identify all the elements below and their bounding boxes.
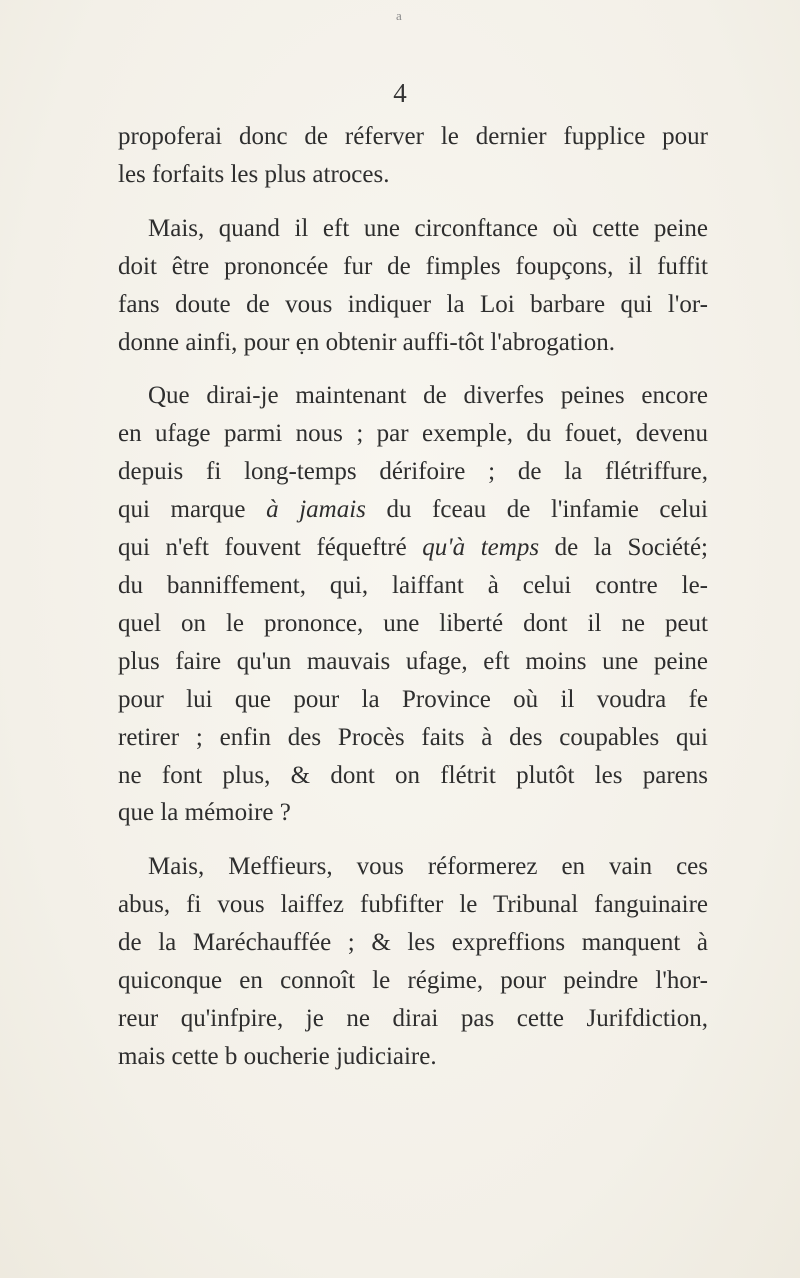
text-line: doit être prononcée fur de fimples foupçons, il fuffit <box>118 252 708 280</box>
text-line: fans doute de vous indiquer la Loi barbare qui l'or- <box>118 290 708 318</box>
text-line: abus, fi vous laiffez fubfifter le Tribunal fanguinaire <box>118 891 708 919</box>
paragraph-1 <box>118 118 708 194</box>
text-line: pour lui que pour la Province où il voudra fe <box>118 685 708 713</box>
text-line: que la mémoire ? <box>118 799 291 827</box>
text-line: reur qu'infpire, je ne dirai pas cette Jurifdiction, <box>118 1004 708 1032</box>
text-line: qui marque à jamais du fceau de l'infamie celui <box>118 496 708 524</box>
italic-phrase: à jamais <box>266 496 366 524</box>
text-line: mais cette b oucherie judiciaire. <box>118 1042 437 1070</box>
page-number: 4 <box>393 78 407 108</box>
paragraph-3 <box>118 377 708 832</box>
body-text <box>118 118 708 1076</box>
text-line: donne ainfi, pour ẹn obtenir auffi-tôt l'abrogation. <box>118 328 615 356</box>
text-line: les forfaits les plus atroces. <box>118 160 390 188</box>
paragraph-4 <box>118 848 708 1075</box>
italic-phrase: qu'à temps <box>422 534 540 562</box>
text-line: depuis fi long-temps dérifoire ; de la flétriffure, <box>118 458 708 486</box>
text-line: propoferai donc de réferver le dernier fupplice pour <box>118 123 708 150</box>
text-line: plus faire qu'un mauvais ufage, eft moins une peine <box>118 647 708 675</box>
text-line: retirer ; enfin des Procès faits à des coupables qui <box>118 723 708 751</box>
text-line: Mais, quand il eft une circonftance où cette peine <box>148 214 708 242</box>
text-line: de la Maréchauffée ; & les expreffions manquent à <box>118 929 708 957</box>
text-line: Mais, Meffieurs, vous réformerez en vain ces <box>148 853 708 881</box>
text-line: du banniffement, qui, laiffant à celui contre le- <box>118 571 708 599</box>
text-line: qui n'eft fouvent féqueftré qu'à temps de la Société; <box>118 534 708 562</box>
text-line: en ufage parmi nous ; par exemple, du fouet, devenu <box>118 420 708 448</box>
paragraph-2 <box>118 210 708 362</box>
text-line: ne font plus, & dont on flétrit plutôt les parens <box>118 761 708 789</box>
text-line: quiconque en connoît le régime, pour peindre l'hor- <box>118 967 708 995</box>
text-line: quel on le prononce, une liberté dont il ne peut <box>118 609 708 637</box>
text-line: Que dirai-je maintenant de diverfes peines encore <box>148 382 708 410</box>
signature-mark: a <box>396 8 402 23</box>
